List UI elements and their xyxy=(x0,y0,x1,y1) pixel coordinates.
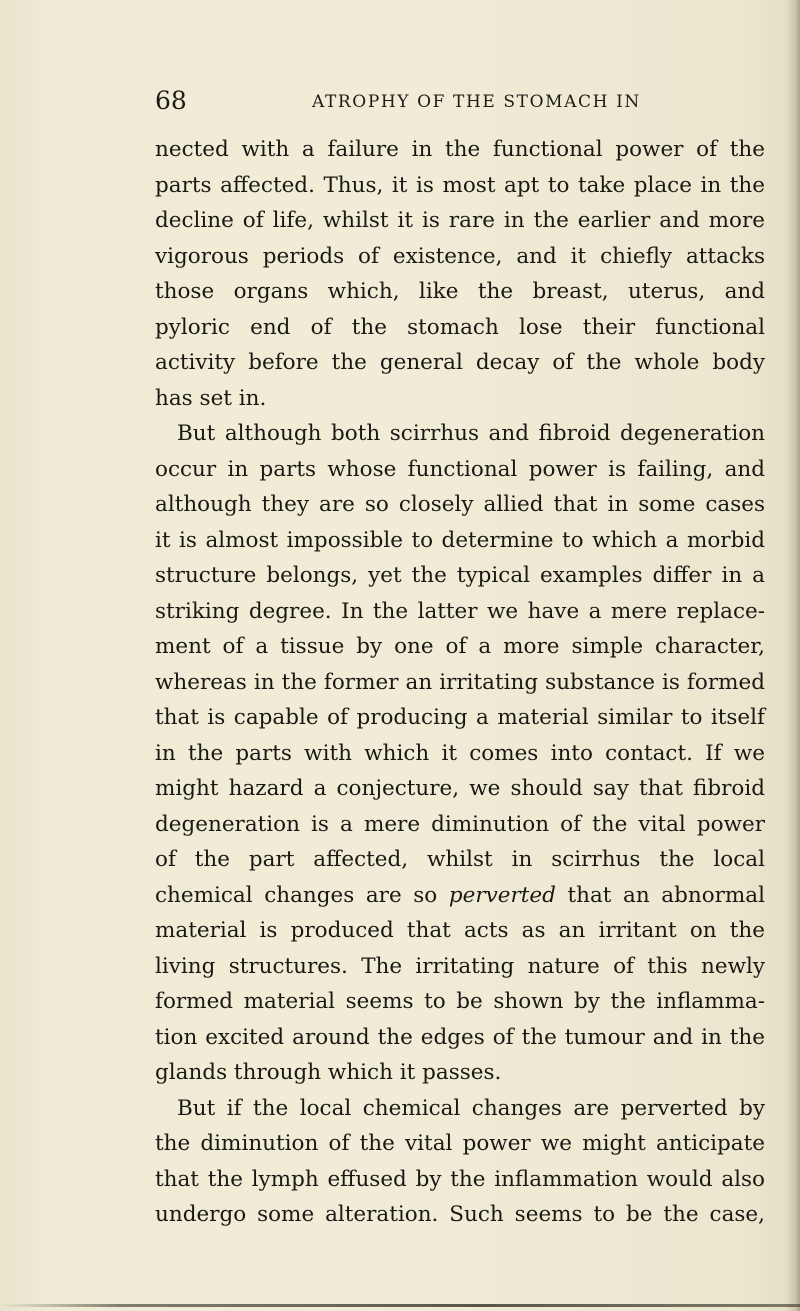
text-line: although they are so closely allied that in some cases xyxy=(155,492,765,517)
text-line: degeneration is a mere diminution of the vital power xyxy=(155,811,765,837)
text-line xyxy=(155,878,765,914)
italic-word: perverted xyxy=(448,882,556,908)
text-line: the diminution of the vital power we might anticipate xyxy=(155,1131,765,1156)
text-line: undergo some alteration. Such seems to be the case, xyxy=(155,1202,765,1227)
page-number: 68 xyxy=(155,86,187,115)
text-line: it is almost impossible to determine to which a morbid xyxy=(155,527,765,553)
text-line: But if the local chemical changes are perverted by xyxy=(177,1095,765,1121)
text-line: activity before the general decay of the whole body xyxy=(155,350,765,375)
text-line: striking degree. In the latter we have a mere replace- xyxy=(155,598,765,624)
text-line: occur in parts whose functional power is failing, and xyxy=(155,456,765,482)
text-line: living structures. The irritating nature of this newly xyxy=(155,953,765,979)
page-bottom-edge xyxy=(0,1304,800,1307)
text-line: that is capable of producing a material similar to itself xyxy=(155,705,765,730)
text-line: has set in. xyxy=(155,385,267,411)
text-line: But although both scirrhus and fibroid degeneration xyxy=(177,421,765,446)
page-edge-shadow xyxy=(786,0,800,1311)
running-head: ATROPHY OF THE STOMACH IN xyxy=(312,92,641,112)
text-line: ment of a tissue by one of a more simple character, xyxy=(155,634,765,659)
text-line: nected with a failure in the functional power of the xyxy=(155,137,765,162)
text-line: parts affected. Thus, it is most apt to take place in the xyxy=(155,172,765,198)
text-line: decline of life, whilst it is rare in the earlier and more xyxy=(155,208,765,233)
text-line: in the parts with which it comes into contact. If we xyxy=(155,740,765,766)
text-line: of the part affected, whilst in scirrhus the local xyxy=(155,847,765,872)
text-line: those organs which, like the breast, uterus, and xyxy=(155,279,765,304)
text-line: that the lymph effused by the inflammation would also xyxy=(155,1166,765,1192)
text-line: might hazard a conjecture, we should say that fibroid xyxy=(155,776,765,801)
text-line: material is produced that acts as an irritant on the xyxy=(155,918,765,943)
text-line: pyloric end of the stomach lose their functional xyxy=(155,314,765,340)
text-line: formed material seems to be shown by the inflamma- xyxy=(155,989,765,1014)
text-line: vigorous periods of existence, and it chiefly attacks xyxy=(155,243,765,269)
text-line: tion excited around the edges of the tumour and in the xyxy=(155,1024,765,1050)
text-segment: chemical changes are so xyxy=(155,882,438,908)
text-line: structure belongs, yet the typical examples differ in a xyxy=(155,563,765,588)
page-header xyxy=(155,86,765,120)
body-text xyxy=(155,132,765,1233)
text-segment: that an abnormal xyxy=(567,882,765,908)
text-line: whereas in the former an irritating substance is formed xyxy=(155,669,765,695)
text-line: glands through which it passes. xyxy=(155,1060,502,1085)
